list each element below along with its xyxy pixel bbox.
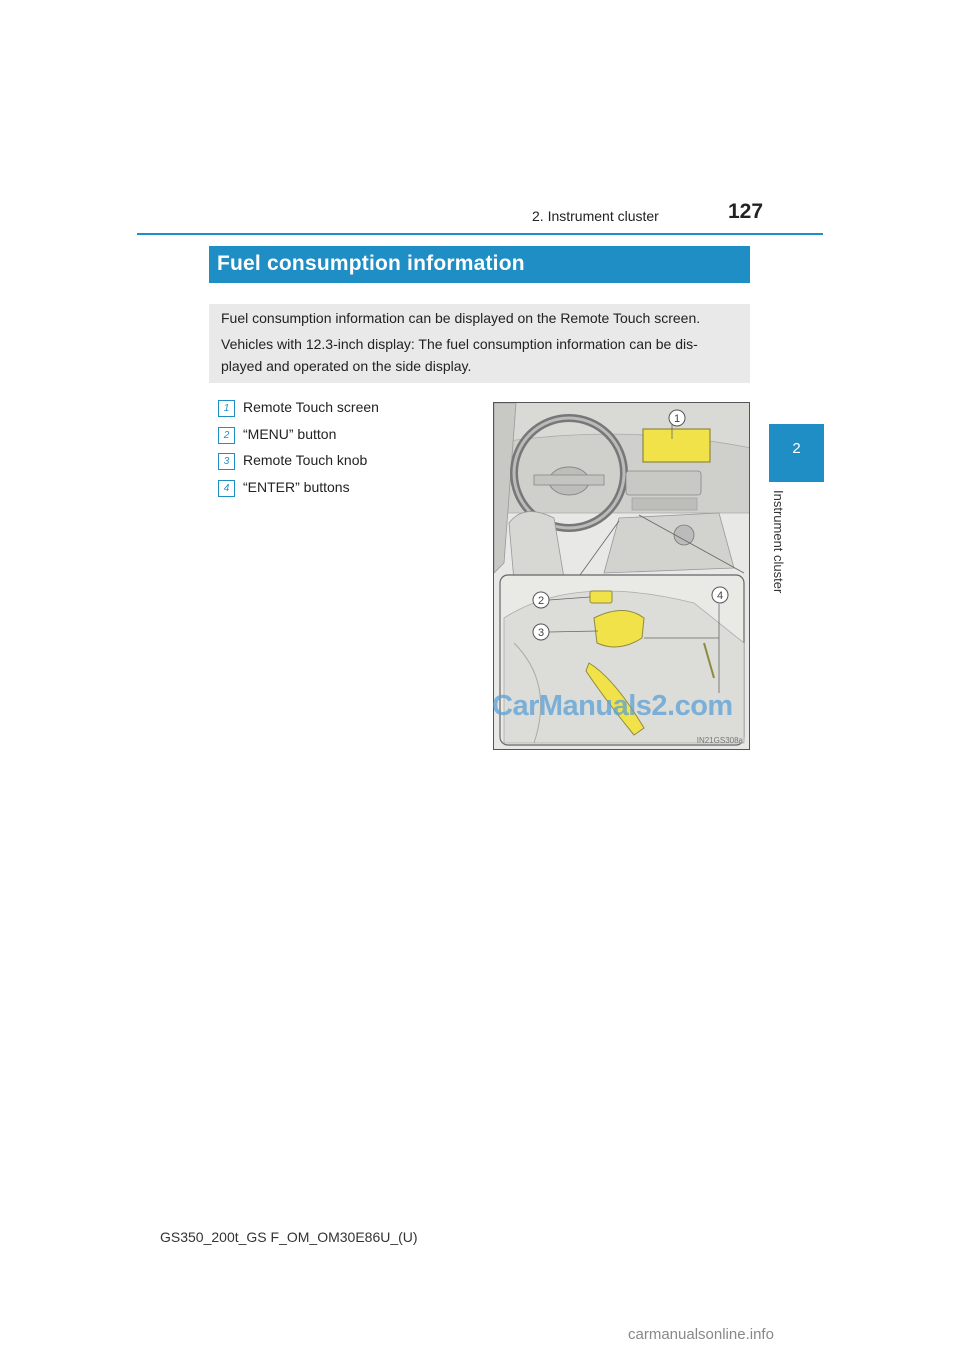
callout-3-label: 3 xyxy=(537,627,545,639)
callout-2-label: 2 xyxy=(537,595,545,607)
legend-number-2: 2 xyxy=(218,427,235,444)
header-section-title: 2. Instrument cluster xyxy=(532,208,659,224)
figure-code: IN21GS308a xyxy=(696,736,743,745)
intro-box xyxy=(209,304,750,383)
bottom-watermark: carmanualsonline.info xyxy=(628,1326,774,1343)
intro-line-3: played and operated on the side display. xyxy=(221,358,472,374)
footer-document-code: GS350_200t_GS F_OM_OM30E86U_(U) xyxy=(160,1229,418,1245)
watermark-carmanuals2: CarManuals2.com xyxy=(492,690,733,722)
legend-text-2: “MENU” button xyxy=(243,426,337,442)
header-divider xyxy=(137,233,823,235)
section-title-bar xyxy=(209,246,750,283)
chapter-tab-number: 2 xyxy=(792,440,801,457)
intro-line-1: Fuel consumption information can be displayed on the Remote Touch screen. xyxy=(221,310,701,326)
section-title: Fuel consumption information xyxy=(217,252,525,275)
chapter-tab xyxy=(769,424,824,482)
chapter-side-label xyxy=(770,490,788,650)
callout-1-label: 1 xyxy=(673,413,681,425)
legend-number-1: 1 xyxy=(218,400,235,417)
legend-text-4: “ENTER” buttons xyxy=(243,479,350,495)
legend-text-3: Remote Touch knob xyxy=(243,452,368,468)
legend-text-1: Remote Touch screen xyxy=(243,399,379,415)
legend-number-4: 4 xyxy=(218,480,235,497)
chapter-side-label-text: Instrument cluster xyxy=(771,490,786,594)
intro-line-2: Vehicles with 12.3-inch display: The fuel consumption information can be dis- xyxy=(221,336,698,352)
legend-number-3: 3 xyxy=(218,453,235,470)
page-number: 127 xyxy=(728,200,764,223)
callout-4-label: 4 xyxy=(716,590,724,602)
